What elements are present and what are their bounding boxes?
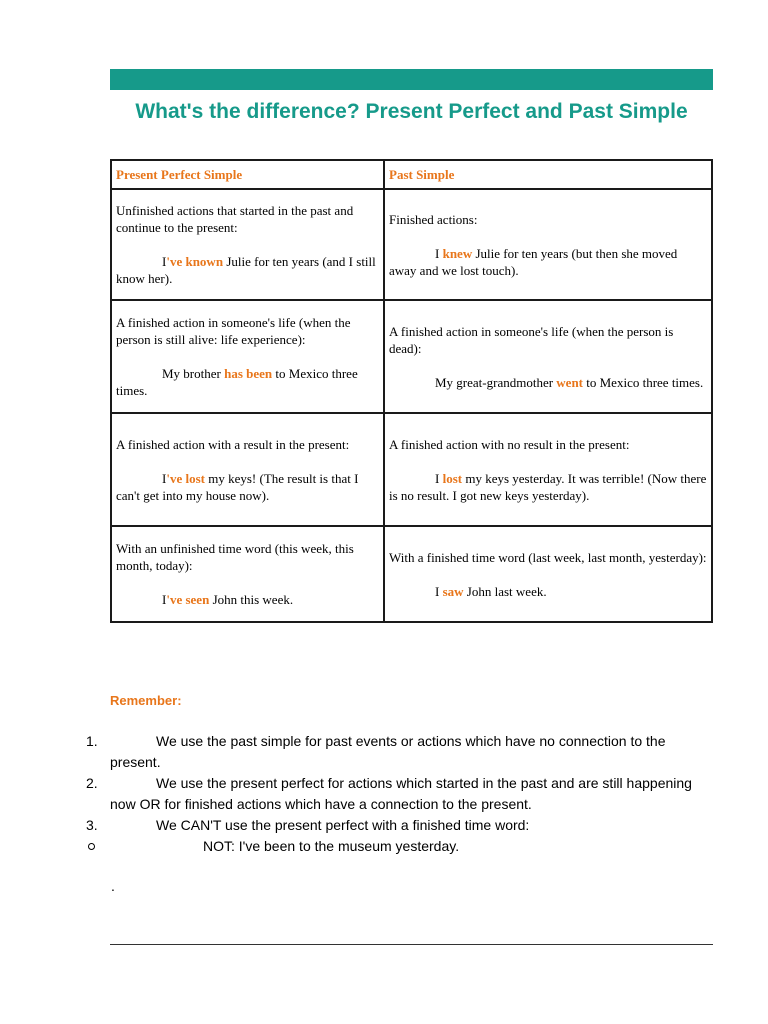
- rule-description: A finished action with a result in the present:: [116, 436, 350, 452]
- example-text: John last week.: [463, 583, 547, 599]
- example-sentence: [116, 365, 379, 399]
- list-item-text: We use the past simple for past events or actions which have no connection to the present.: [110, 733, 666, 770]
- sub-list-item-text: NOT: I've been to the museum yesterday.: [203, 838, 460, 854]
- header-cell-present-perfect: [111, 160, 384, 189]
- header-cell-past-simple: [384, 160, 712, 189]
- table-cell: [384, 189, 712, 300]
- list-item-text: We use the present perfect for actions which started in the past and are still happening now OR for finished actions which have a connection to the present.: [110, 775, 692, 812]
- table-cell: [111, 413, 384, 526]
- highlighted-verb: saw: [442, 583, 464, 599]
- example-text: I: [435, 470, 443, 486]
- example-sentence: [389, 470, 707, 504]
- example-text: Julie for ten years (but then she moved away and we lost touch).: [389, 245, 678, 278]
- rule-description: With a finished time word (last week, last month, yesterday):: [389, 549, 707, 565]
- table-cell: [384, 300, 712, 413]
- example-text: my keys! (The result is that I can't get into my house now).: [116, 470, 359, 503]
- sub-list-item: [0, 836, 713, 857]
- example-text: I: [162, 470, 167, 486]
- rule-description: A finished action in someone's life (when the person is dead):: [389, 323, 674, 356]
- rule-description: A finished action in someone's life (when the person is still alive: life experience):: [116, 315, 351, 347]
- example-text: John this week.: [209, 592, 294, 607]
- table-row: [111, 300, 712, 413]
- list-item: [0, 773, 713, 815]
- table-cell: [111, 300, 384, 413]
- example-text: I: [162, 254, 167, 269]
- circle-bullet-icon: [88, 843, 95, 850]
- remember-heading: Remember:: [110, 693, 182, 708]
- rules-list: [0, 731, 768, 857]
- header-label: Present Perfect Simple: [116, 167, 243, 182]
- highlighted-verb: lost: [442, 470, 463, 486]
- header-label: Past Simple: [389, 167, 455, 182]
- table-cell: [384, 413, 712, 526]
- list-number: 2.: [86, 775, 98, 791]
- example-sentence: [116, 253, 379, 287]
- example-text: my keys yesterday. It was terrible! (Now there is no result. I got new keys yesterday).: [389, 470, 707, 503]
- table-row: [111, 526, 712, 622]
- example-text: My brother: [162, 366, 225, 381]
- example-sentence: [116, 591, 379, 608]
- highlighted-verb: went: [556, 374, 584, 390]
- example-text: I: [435, 583, 443, 599]
- header-bar: [110, 69, 713, 90]
- list-number: 3.: [86, 817, 98, 833]
- rule-description: With an unfinished time word (this week, this month, today):: [116, 541, 354, 573]
- page-title: What's the difference? Present Perfect and Past Simple: [135, 100, 688, 123]
- example-sentence: [389, 374, 707, 391]
- example-text: I: [162, 592, 167, 607]
- highlighted-verb: knew: [442, 245, 473, 261]
- rule-description: Unfinished actions that started in the past and continue to the present:: [116, 203, 354, 235]
- highlighted-verb: 've known: [166, 254, 224, 269]
- table-row: [111, 189, 712, 300]
- table-row: [111, 413, 712, 526]
- highlighted-verb: has been: [224, 366, 273, 381]
- comparison-table: [110, 159, 713, 623]
- list-item-text: We CAN'T use the present perfect with a finished time word:: [156, 817, 530, 833]
- list-number: 1.: [86, 733, 98, 749]
- rule-description: Finished actions:: [389, 211, 478, 227]
- table-cell: [111, 526, 384, 622]
- list-item: [0, 815, 713, 836]
- rule-description: A finished action with no result in the present:: [389, 436, 630, 452]
- table-cell: [111, 189, 384, 300]
- table-cell: [384, 526, 712, 622]
- example-text: My great-grandmother: [435, 374, 557, 390]
- example-text: Julie for ten years (and I still know her).: [116, 254, 376, 286]
- example-text: to Mexico three times.: [116, 366, 358, 398]
- example-sentence: [116, 470, 379, 504]
- trailing-period: .: [111, 878, 115, 894]
- example-text: I: [435, 245, 443, 261]
- footer-divider: [110, 944, 713, 945]
- highlighted-verb: 've lost: [166, 470, 205, 486]
- table-header-row: [111, 160, 712, 189]
- example-text: to Mexico three times.: [583, 374, 704, 390]
- example-sentence: [389, 245, 707, 279]
- example-sentence: [389, 583, 707, 600]
- highlighted-verb: 've seen: [166, 592, 210, 607]
- list-item: [0, 731, 713, 773]
